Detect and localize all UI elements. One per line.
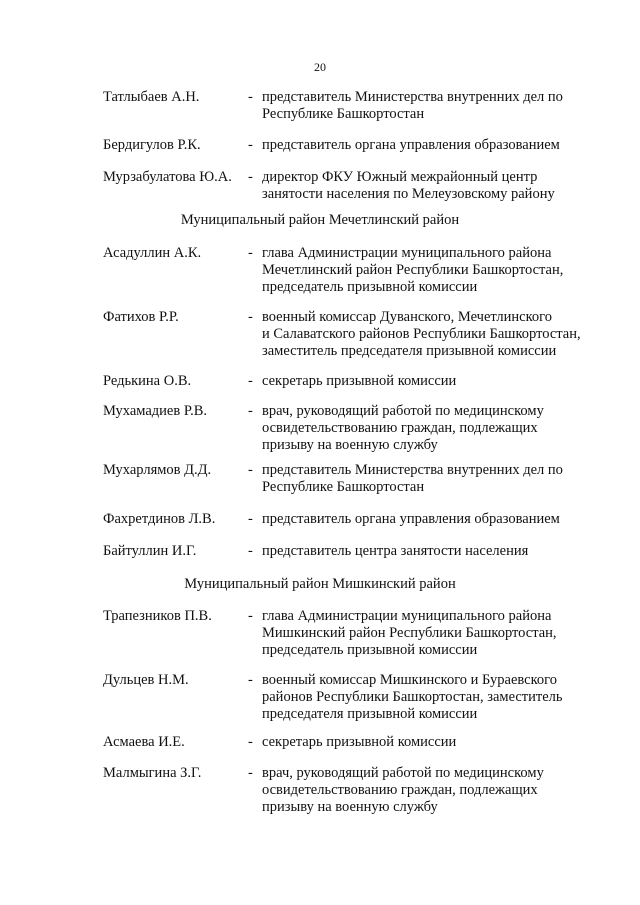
member-name: Малмыгина З.Г.	[103, 765, 202, 781]
member-name: Мухамадиев Р.В.	[103, 403, 208, 419]
role-line: и Салаватского районов Республики Башкортостан,	[262, 326, 581, 342]
role-line: освидетельствованию граждан, подлежащих	[262, 782, 538, 798]
dash: -	[248, 543, 253, 559]
role-line: директор ФКУ Южный межрайонный центр	[262, 169, 538, 185]
member-role	[262, 543, 592, 560]
member-role	[262, 462, 592, 496]
role-line: Мечетлинский район Республики Башкортостан,	[262, 262, 564, 278]
role-line: председатель призывной комиссии	[262, 279, 478, 295]
dash: -	[248, 403, 253, 419]
member-role	[262, 511, 592, 528]
dash: -	[248, 309, 253, 325]
page-number: 20	[314, 60, 326, 74]
section-heading: Муниципальный район Мишкинский район	[184, 576, 456, 592]
member-role	[262, 89, 592, 123]
dash: -	[248, 137, 253, 153]
dash: -	[248, 462, 253, 478]
role-line: заместитель председателя призывной комиссии	[262, 343, 557, 359]
member-role	[262, 373, 592, 390]
section-heading: Муниципальный район Мечетлинский район	[180, 212, 460, 228]
role-line: представитель Министерства внутренних дел по	[262, 89, 563, 105]
dash: -	[248, 169, 253, 185]
dash: -	[248, 672, 253, 688]
role-line: представитель органа управления образованием	[262, 137, 560, 153]
role-line: Республике Башкортостан	[262, 479, 425, 495]
role-line: занятости населения по Мелеузовскому району	[262, 186, 555, 202]
role-line: Республике Башкортостан	[262, 106, 425, 122]
dash: -	[248, 373, 253, 389]
member-name: Байтуллин И.Г.	[103, 543, 197, 559]
member-name: Редькина О.В.	[103, 373, 192, 389]
role-line: призыву на военную службу	[262, 437, 438, 453]
member-role	[262, 169, 592, 203]
role-line: председателя призывной комиссии	[262, 706, 478, 722]
role-line: освидетельствованию граждан, подлежащих	[262, 420, 538, 436]
role-line: глава Администрации муниципального района	[262, 608, 552, 624]
role-line: военный комиссар Дуванского, Мечетлинского	[262, 309, 552, 325]
role-line: Мишкинский район Республики Башкортостан,	[262, 625, 557, 641]
member-name: Асадуллин А.К.	[103, 245, 202, 261]
role-line: председатель призывной комиссии	[262, 642, 478, 658]
role-line: глава Администрации муниципального района	[262, 245, 552, 261]
member-name: Фатихов Р.Р.	[103, 309, 179, 325]
member-name: Татлыбаев А.Н.	[103, 89, 200, 105]
member-name: Мурзабулатова Ю.А.	[103, 169, 232, 185]
member-role	[262, 137, 592, 154]
member-role	[262, 672, 592, 723]
role-line: призыву на военную службу	[262, 799, 438, 815]
member-name: Мухарлямов Д.Д.	[103, 462, 212, 478]
role-line: секретарь призывной комиссии	[262, 734, 457, 750]
member-role	[262, 245, 592, 296]
role-line: представитель Министерства внутренних дел по	[262, 462, 563, 478]
dash: -	[248, 734, 253, 750]
dash: -	[248, 89, 253, 105]
role-line: представитель центра занятости населения	[262, 543, 529, 559]
member-role	[262, 608, 592, 659]
role-line: военный комиссар Мишкинского и Бураевского	[262, 672, 557, 688]
member-name: Фахретдинов Л.В.	[103, 511, 216, 527]
member-name: Бердигулов Р.К.	[103, 137, 201, 153]
role-line: районов Республики Башкортостан, заместитель	[262, 689, 563, 705]
member-name: Трапезников П.В.	[103, 608, 212, 624]
member-name: Асмаева И.Е.	[103, 734, 185, 750]
dash: -	[248, 245, 253, 261]
dash: -	[248, 608, 253, 624]
role-line: врач, руководящий работой по медицинскому	[262, 765, 544, 781]
role-line: секретарь призывной комиссии	[262, 373, 457, 389]
member-name: Дульцев Н.М.	[103, 672, 189, 688]
dash: -	[248, 765, 253, 781]
dash: -	[248, 511, 253, 527]
member-role	[262, 309, 592, 360]
member-role	[262, 403, 592, 454]
role-line: представитель органа управления образованием	[262, 511, 560, 527]
member-role	[262, 765, 592, 816]
member-role	[262, 734, 592, 751]
role-line: врач, руководящий работой по медицинскому	[262, 403, 544, 419]
